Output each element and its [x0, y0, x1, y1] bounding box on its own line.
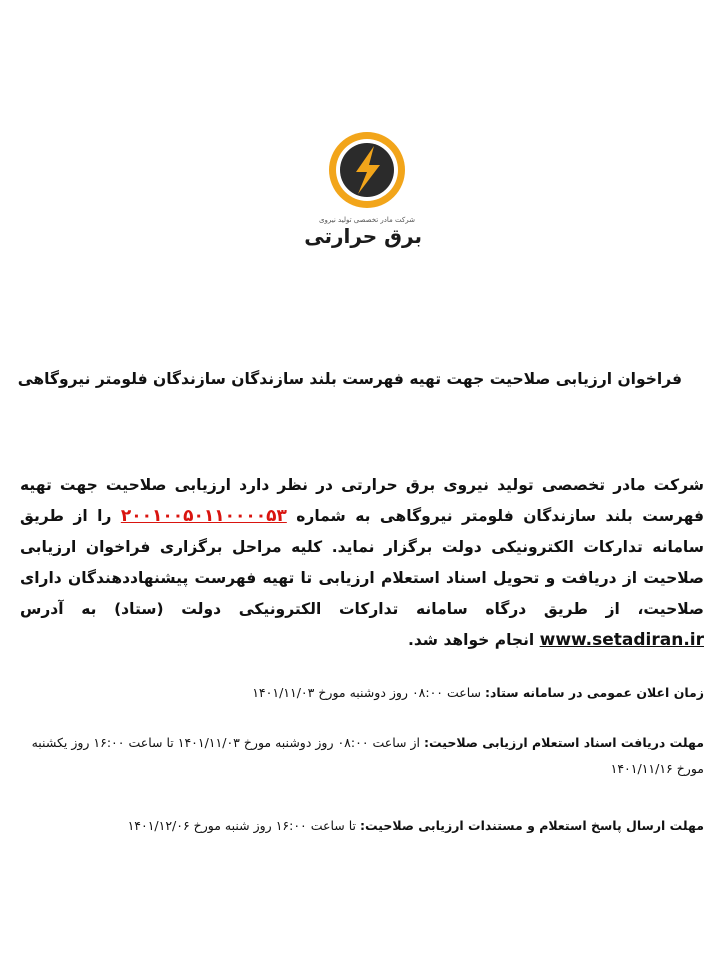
info-line-announcement: [20, 680, 704, 706]
tender-number: ۲۰۰۱۰۰۵۰۱۱۰۰۰۰۵۳: [120, 506, 287, 526]
logo-name: برق حرارتی: [304, 224, 422, 248]
body-text-3: انجام خواهد شد.: [407, 631, 540, 649]
info-line-submit-deadline: [20, 813, 704, 839]
announcement-title: فراخوان ارزیابی صلاحیت جهت تهیه فهرست بلند سازندگان سازندگان فلومتر نیروگاهی: [17, 370, 682, 388]
company-logo: [304, 128, 422, 258]
body-text-1: شرکت مادر تخصصی تولید نیروی برق حرارتی در نظر دارد ارزیابی صلاحیت جهت تهیه فهرست بلند سازندگان فلومتر نیروگاهی به شماره: [20, 476, 704, 525]
info-label: زمان اعلان عمومی در سامانه ستاد:: [485, 685, 704, 700]
info-value: تا ساعت ۱۶:۰۰ روز شنبه مورخ ۱۴۰۱/۱۲/۰۶: [127, 818, 360, 833]
announcement-body: [20, 470, 704, 656]
body-text-2: را از طریق سامانه تدارکات الکترونیکی دولت برگزار نماید. کلیه مراحل برگزاری فراخوان ارزیابی صلاحیت از دریافت و تحویل اسناد استعلام ارزیابی تا تهیه فهرست پیشنهاددهندگان دارای صلاحیت، از طریق درگاه سامانه تدارکات الکترونیکی دولت (ستاد) به آدرس: [20, 507, 704, 618]
info-value: از ساعت ۰۸:۰۰ روز دوشنبه مورخ ۱۴۰۱/۱۱/۰۳ تا ساعت ۱۶:۰۰ روز یکشنبه مورخ ۱۴۰۱/۱۱/۱۶: [31, 735, 704, 776]
logo-subtitle: شرکت مادر تخصصی تولید نیروی: [319, 216, 415, 224]
info-line-receive-docs: [20, 730, 704, 782]
info-label: مهلت ارسال پاسخ استعلام و مستندات ارزیابی صلاحیت:: [360, 818, 704, 833]
lightning-bolt-icon: [312, 128, 422, 218]
website-link[interactable]: www.setadiran.ir: [539, 630, 704, 650]
info-value: ساعت ۰۸:۰۰ روز دوشنبه مورخ ۱۴۰۱/۱۱/۰۳: [252, 685, 485, 700]
info-label: مهلت دریافت اسناد استعلام ارزیابی صلاحیت:: [424, 735, 704, 750]
